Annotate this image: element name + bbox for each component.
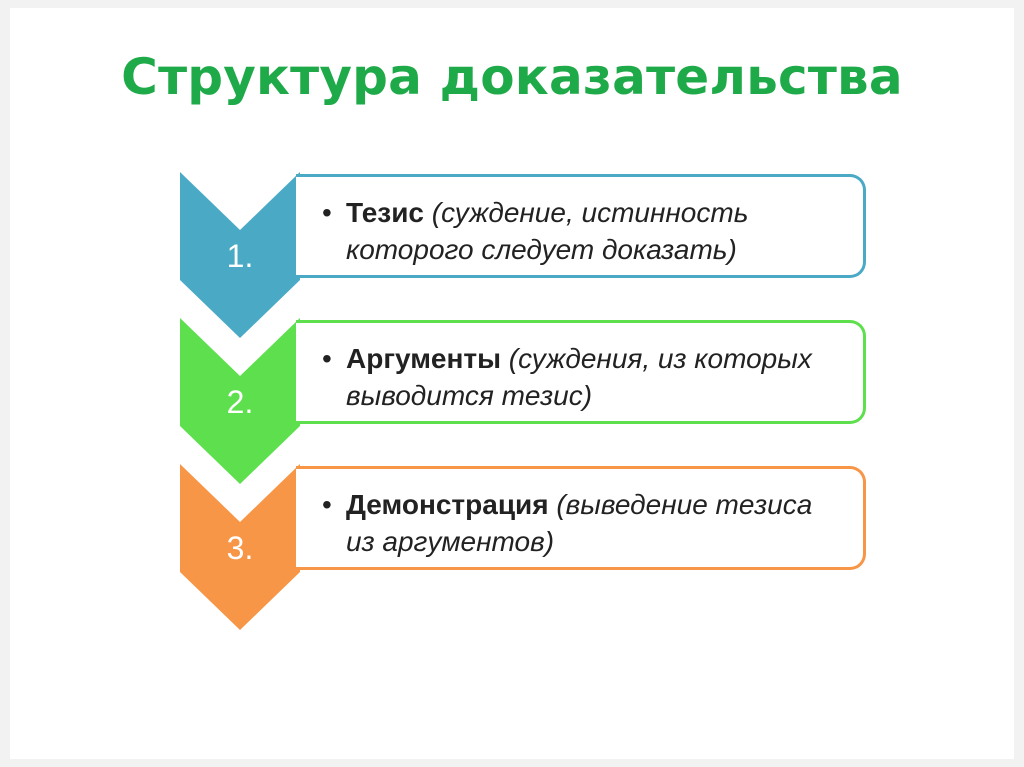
step-2	[0, 318, 1024, 486]
step-3-bullet: •	[322, 489, 332, 520]
step-3-number: 3.	[226, 530, 254, 566]
step-1-bullet: •	[322, 197, 332, 228]
step-1-description-line2: которого следует доказать)	[346, 234, 737, 265]
step-1-description-line1: (суждение, истинность	[431, 197, 749, 228]
step-2-number: 2.	[226, 384, 254, 420]
step-3-text	[346, 486, 891, 560]
step-2-bullet: •	[322, 343, 332, 374]
step-1-text	[346, 194, 891, 268]
step-2-text	[346, 340, 891, 414]
step-3-description-line1: (выведение тезиса	[556, 489, 813, 520]
step-3-term: Демонстрация	[346, 489, 549, 520]
step-1-number: 1.	[226, 238, 254, 274]
step-1-term: Тезис	[346, 197, 424, 228]
step-3-description-line2: из аргументов)	[346, 526, 555, 557]
step-2-description-line2: выводится тезис)	[346, 380, 593, 411]
slide-title: Структура доказательства	[121, 48, 903, 106]
step-2-term: Аргументы	[346, 343, 502, 374]
step-3	[0, 464, 1024, 632]
step-1	[0, 172, 1024, 340]
step-2-description-line1: (суждения, из которых	[508, 343, 812, 374]
